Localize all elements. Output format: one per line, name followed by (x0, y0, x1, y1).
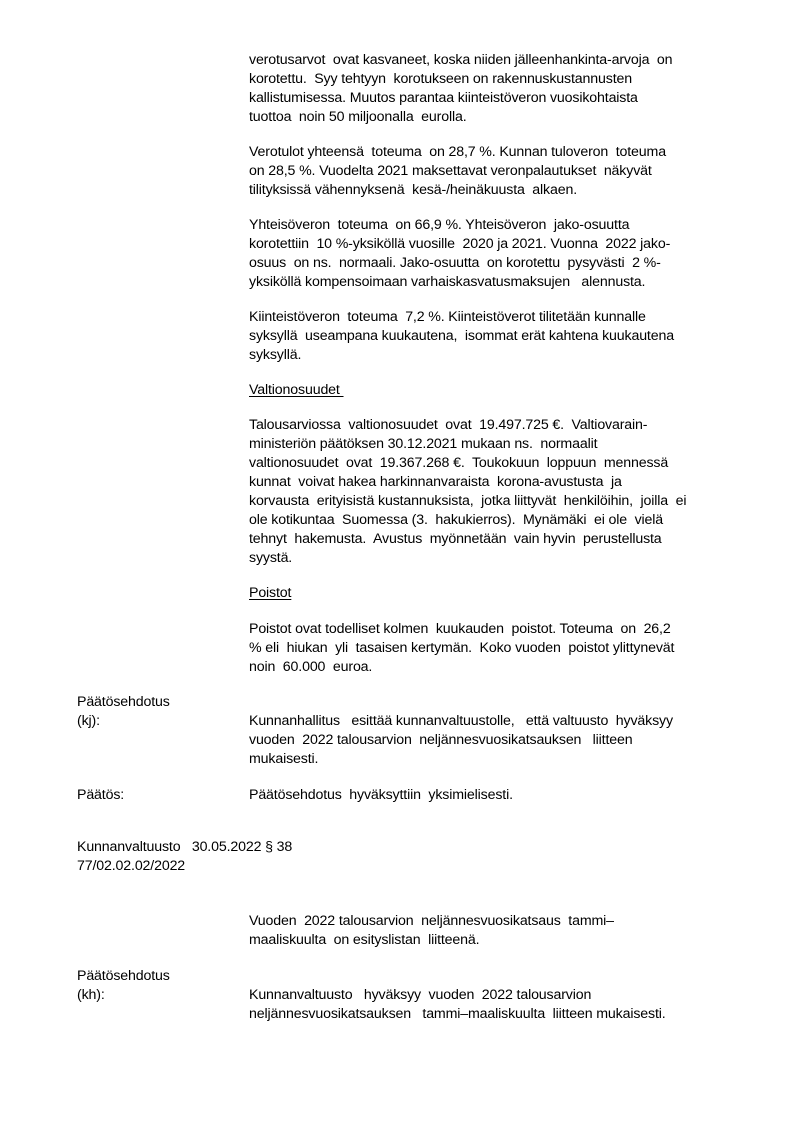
paragraph-line: ole kotikuntaa Suomessa (3. hakukierros). Mynämäki ei ole vielä (249, 512, 664, 528)
paragraph-line: Kiinteistöveron toteuma 7,2 %. Kiinteistöverot tilitetään kunnalle (249, 309, 646, 325)
paragraph-line: % eli hiukan yli tasaisen kertymän. Koko vuoden poistot ylittynevät (249, 640, 675, 656)
paragraph-line: tilityksissä vähennyksenä kesä-/heinäkuusta alkaen. (249, 182, 578, 198)
paragraph-line: yksiköllä kompensoimaan varhaiskasvatusmaksujen alennusta. (249, 274, 646, 290)
paragraph-line: neljännesvuosikatsauksen tammi–maaliskuulta liitteen mukaisesti. (249, 1006, 666, 1022)
paragraph-line: Kunnanhallitus esittää kunnanvaltuustolle, että valtuusto hyväksyy (249, 713, 673, 729)
paragraph-line: Vuoden 2022 talousarvion neljännesvuosikatsaus tammi– (249, 913, 614, 929)
paragraph-line: tehnyt hakemusta. Avustus myönnetään vain hyvin perustellusta (249, 531, 662, 547)
paragraph-line: osuus on ns. normaali. Jako-osuutta on korotettu pysyvästi 2 %- (249, 255, 661, 271)
paragraph-line: kunnat voivat hakea harkinnanvaraista korona-avustusta ja (249, 474, 622, 490)
paragraph-line: vuoden 2022 talousarvion neljännesvuosikatsauksen liitteen (249, 732, 633, 748)
paragraph-line: korotettiin 10 %-yksiköllä vuosille 2020 ja 2021. Vuonna 2022 jako- (249, 236, 671, 252)
proposal-label-suffix: (kj): (77, 713, 100, 729)
paragraph-line: Poistot ovat todelliset kolmen kuukauden poistot. Toteuma on 26,2 (249, 621, 671, 637)
paragraph-line: korotettu. Syy tehtyyn korotukseen on rakennuskustannusten (249, 71, 632, 87)
paragraph-line: Verotulot yhteensä toteuma on 28,7 %. Kunnan tuloveron toteuma (249, 144, 666, 160)
section-heading-valtionosuudet: Valtionosuudet (249, 382, 344, 398)
paragraph-line: mukaisesti. (249, 751, 319, 767)
proposal-label: Päätösehdotus (77, 694, 170, 710)
record-number: 77/02.02.02/2022 (77, 858, 186, 874)
paragraph-line: syksyllä. (249, 347, 302, 363)
paragraph-line: Kunnanvaltuusto hyväksyy vuoden 2022 talousarvion (249, 987, 592, 1003)
paragraph-line: noin 60.000 euroa. (249, 659, 373, 675)
paragraph-line: korvausta erityisistä kustannuksista, jotka liittyvät henkilöihin, joilla ei (249, 493, 687, 509)
paragraph-line: Talousarviossa valtionosuudet ovat 19.497.725 €. Valtiovarain- (249, 417, 648, 433)
paragraph-line: syystä. (249, 550, 293, 566)
proposal-label: Päätösehdotus (77, 968, 170, 984)
meeting-header: Kunnanvaltuusto 30.05.2022 § 38 (77, 839, 293, 855)
paragraph-line: kallistumisessa. Muutos parantaa kiinteistöveron vuosikohtaista (249, 90, 638, 106)
proposal-label-suffix: (kh): (77, 987, 105, 1003)
paragraph-line: Yhteisöveron toteuma on 66,9 %. Yhteisöveron jako-osuutta (249, 217, 630, 233)
paragraph-line: syksyllä useampana kuukautena, isommat erät kahtena kuukautena (249, 328, 674, 344)
paragraph-line: on 28,5 %. Vuodelta 2021 maksettavat veronpalautukset näkyvät (249, 163, 652, 179)
section-heading-poistot: Poistot (249, 585, 292, 601)
paragraph-line: valtionosuudet ovat 19.367.268 €. Toukokuun loppuun mennessä (249, 455, 669, 471)
decision-label: Päätös: (77, 787, 125, 803)
paragraph-line: tuottoa noin 50 miljoonalla eurolla. (249, 109, 467, 125)
paragraph-line: maaliskuulta on esityslistan liitteenä. (249, 932, 480, 948)
decision-text: Päätösehdotus hyväksyttiin yksimielisesti. (249, 787, 513, 803)
paragraph-line: verotusarvot ovat kasvaneet, koska niiden jälleenhankinta-arvoja on (249, 52, 673, 68)
paragraph-line: ministeriön päätöksen 30.12.2021 mukaan ns. normaalit (249, 436, 598, 452)
